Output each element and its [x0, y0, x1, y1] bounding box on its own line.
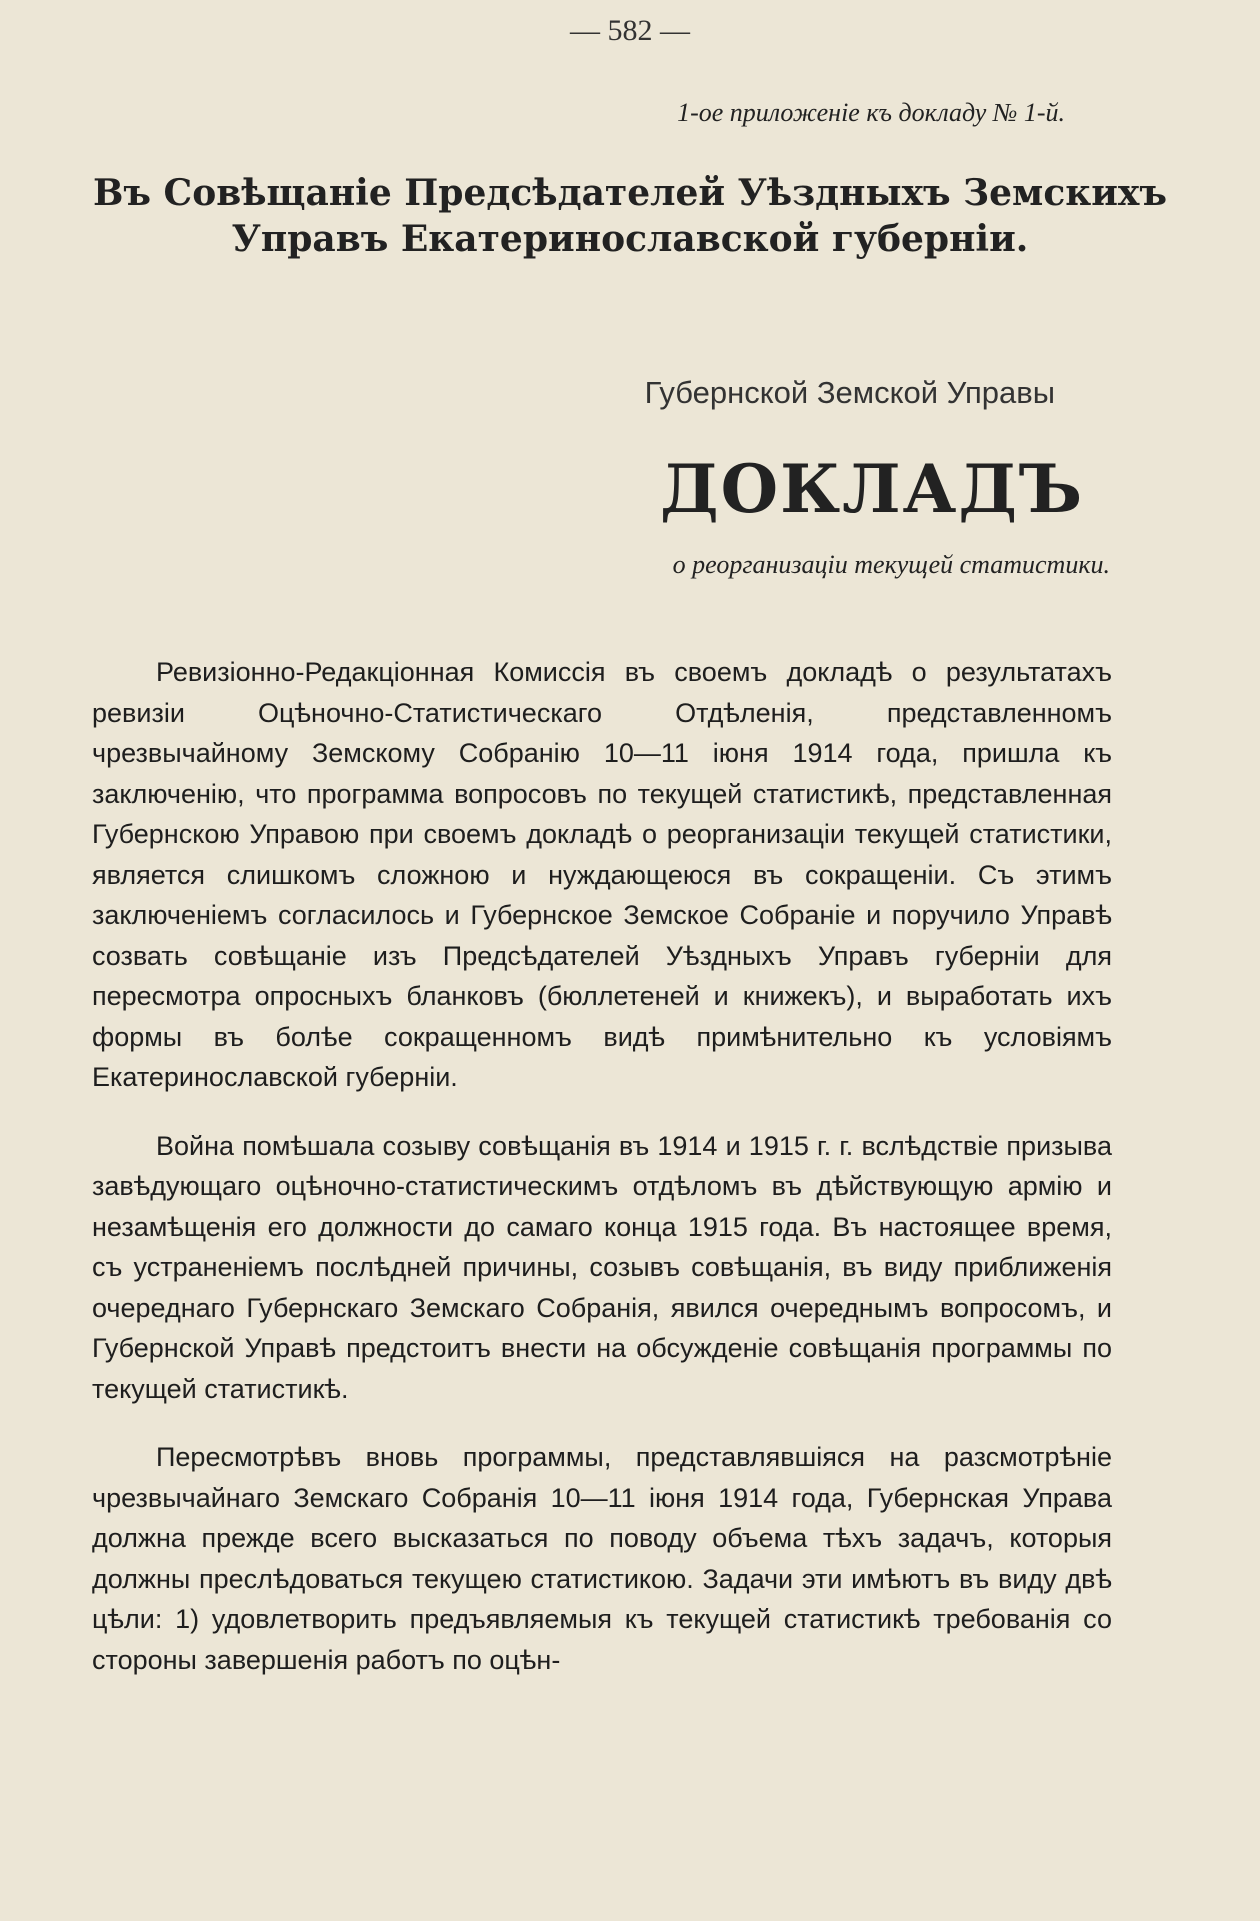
paragraph-3: Пересмотрѣвъ вновь программы, представлявшiяся на разсмотрѣнiе чрезвычайнаго Земскаго Собранiя 10—11 iюня 1914 года, Губернская Управа должна прежде всего высказаться по поводу объема тѣхъ задачъ, которыя должны преслѣдоваться текущею статистикою. Задачи эти имѣютъ въ виду двѣ цѣли: 1) удовлетворить предъявляемыя къ текущей статистикѣ требованiя со стороны завершенiя работъ по оцѣн- [92, 1442, 1112, 1675]
appendix-note: 1-ое приложенiе къ докладу № 1-й. [677, 98, 1065, 127]
document-subtitle: о реорганизацiи текущей статистики. [672, 550, 1110, 579]
paragraph-2: Война помѣшала созыву совѣщанiя въ 1914 и 1915 г. г. вслѣдствiе призыва завѣдующаго оцѣночно-статистическимъ отдѣломъ въ дѣйствующую армiю и незамѣщенiя его должности до самаго конца 1915 года. Въ настоящее время, съ устраненiемъ послѣдней причины, созывъ совѣщанiя, въ виду приближенiя очереднаго Губернскаго Земскаго Собранiя, явился очереднымъ вопросомъ, и Губернской Управѣ предстоитъ внести на обсужденiе совѣщанiя программы по текущей статистикѣ. [92, 1130, 1112, 1404]
document-title: ДОКЛАДЪ [660, 450, 1085, 528]
paragraph-1: Ревизiонно-Редакцiонная Комиссiя въ своемъ докладѣ о результатахъ ревизiи Оцѣночно-Статистическаго Отдѣленiя, представленномъ чрезвычайному Земскому Собранiю 10—11 iюня 1914 года, пришла къ заключенiю, что программа вопросовъ по текущей статистикѣ, представленная Губернскою Управою при своемъ докладѣ о реорганизацiи текущей статистики, является слишкомъ сложною и нуждающеюся въ сокращенiи. Съ этимъ заключенiемъ согласилось и Губернское Земское Собранiе и поручило Управѣ созвать совѣщанiе изъ Предсѣдателей Уѣздныхъ Управъ губернiи для пересмотра опросныхъ бланковъ (бюллетеней и книжекъ), и выработать ихъ формы въ болѣе сокращенномъ видѣ примѣнительно къ условiямъ Екатеринославской губернiи. [92, 657, 1112, 1092]
addressee-line-2: Управъ Екатеринославской губернiи. [231, 218, 1029, 260]
page-number: — 582 — [570, 14, 690, 47]
body-text [92, 652, 1112, 1708]
addressee-line-1: Въ Совѣщанiе Предсѣдателей Уѣздныхъ Земскихъ [92, 172, 1168, 214]
issuing-authority: Губернской Земской Управы [644, 375, 1055, 410]
addressee-heading [0, 170, 1260, 262]
